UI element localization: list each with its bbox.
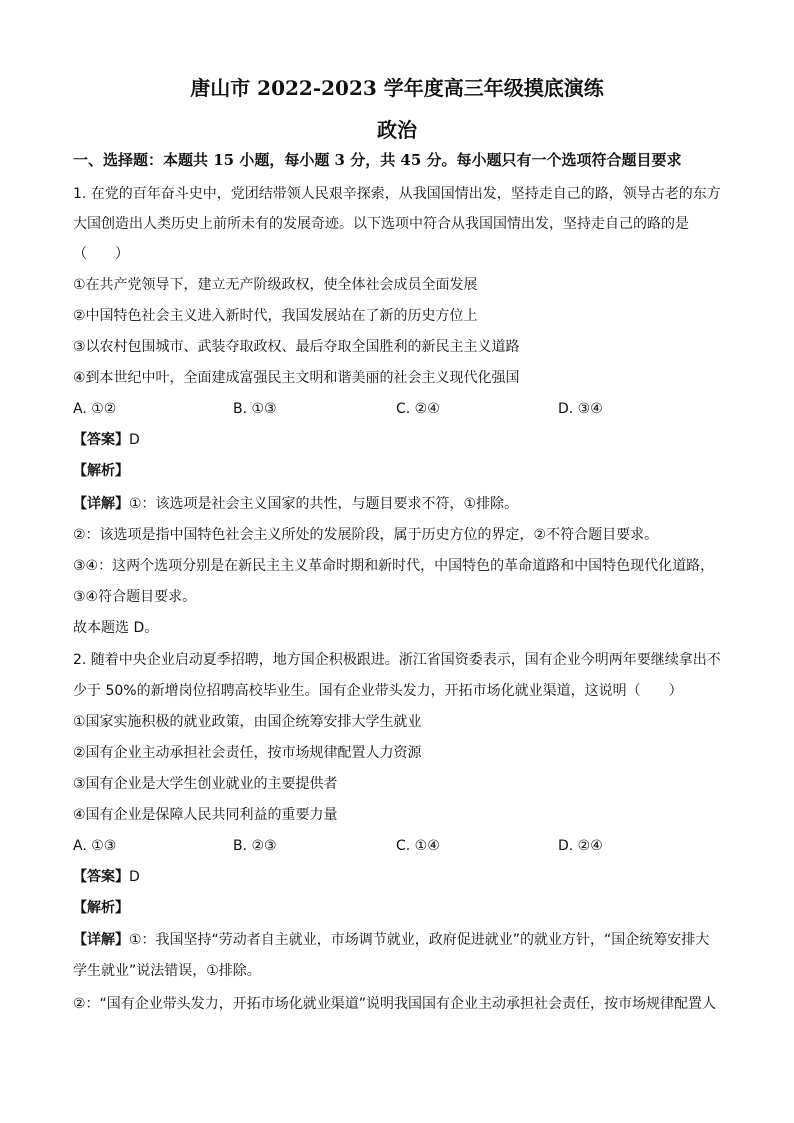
q2-option-c: C. ①④ xyxy=(396,838,440,854)
q1-answer: 【答案】D xyxy=(73,432,140,448)
q2-option-b: B. ②③ xyxy=(233,838,277,854)
q1-option-b: B. ①③ xyxy=(233,401,277,417)
q2-statement-3: ③国有企业是大学生创业就业的主要提供者 xyxy=(73,776,338,792)
q1-answer-blank: （ ） xyxy=(73,246,129,262)
q2-statement-2: ②国有企业主动承担社会责任，按市场规律配置人力资源 xyxy=(73,745,422,761)
bracket-label: 【答案】 xyxy=(73,869,129,885)
q1-stem-line-2: 大国创造出人类历史上前所未有的发展奇迹。以下选项中符合从我国国情出发，坚持走自己的路的是 xyxy=(73,216,689,232)
bracket-label: 【详解】 xyxy=(73,496,129,512)
bracket-label: 【答案】 xyxy=(73,432,129,448)
q2-detail-3: ②：“国有企业带头发力，开拓市场化就业渠道”说明我国国有企业主动承担社会责任，按市场规律配置人 xyxy=(73,996,717,1012)
q1-conclusion: 故本题选 D。 xyxy=(73,620,159,636)
q2-answer: 【答案】D xyxy=(73,869,140,885)
q1-statement-1: ①在共产党领导下，建立无产阶级政权，使全体社会成员全面发展 xyxy=(73,277,478,293)
q2-stem-line-2: 少于 50%的新增岗位招聘高校毕业生。国有企业带头发力，开拓市场化就业渠道，这说明（ ） xyxy=(73,683,683,699)
q2-option-a: A. ①③ xyxy=(73,838,117,854)
q2-statement-1: ①国家实施积极的就业政策，由国企统筹安排大学生就业 xyxy=(73,714,422,730)
bracket-label: 【解析】 xyxy=(73,900,129,916)
q1-option-d: D. ③④ xyxy=(558,401,603,417)
q1-detail-3: ③④：这两个选项分别是在新民主主义革命时期和新时代，中国特色的革命道路和中国特色现代化道路， xyxy=(73,558,715,574)
q1-statement-2: ②中国特色社会主义进入新时代，我国发展站在了新的历史方位上 xyxy=(73,308,478,324)
q1-option-c: C. ②④ xyxy=(396,401,440,417)
q1-detail-1: 【详解】①：该选项是社会主义国家的共性，与题目要求不符，①排除。 xyxy=(73,496,519,512)
q1-statement-4: ④到本世纪中叶，全面建成富强民主文明和谐美丽的社会主义现代化强国 xyxy=(73,370,520,386)
q1-option-a: A. ①② xyxy=(73,401,117,417)
q2-detail-2: 学生就业”说法错误，①排除。 xyxy=(73,963,261,979)
q1-stem-line-1: 1. 在党的百年奋斗史中，党团结带领人民艰辛探索，从我国国情出发，坚持走自己的路，领导古老的东方 xyxy=(73,186,721,202)
subject-title: 政治 xyxy=(377,118,417,142)
q2-statement-4: ④国有企业是保障人民共同利益的重要力量 xyxy=(73,807,338,823)
q1-analysis-label xyxy=(73,461,723,481)
q1-detail-2: ②：该选项是指中国特色社会主义所处的发展阶段，属于历史方位的界定，②不符合题目要求。 xyxy=(73,527,659,543)
bracket-label: 【解析】 xyxy=(73,463,129,479)
section-heading: 一、选择题：本题共 15 小题，每小题 3 分，共 45 分。每小题只有一个选项符合题目要求 xyxy=(73,151,682,169)
exam-title: 唐山市 2022-2023 学年度高三年级摸底演练 xyxy=(190,76,604,100)
q2-detail-1: 【详解】①：我国坚持“劳动者自主就业，市场调节就业，政府促进就业”的就业方针，“国企统筹安排大 xyxy=(73,932,710,948)
q2-stem-line-1: 2. 随着中央企业启动夏季招聘，地方国企积极跟进。浙江省国资委表示，国有企业今明两年要继续拿出不 xyxy=(73,652,721,668)
q2-option-d: D. ②④ xyxy=(558,838,603,854)
q2-analysis-label xyxy=(73,898,723,918)
bracket-label: 【详解】 xyxy=(73,932,129,948)
q1-detail-4: ③④符合题目要求。 xyxy=(73,589,197,605)
q1-statement-3: ③以农村包围城市、武装夺取政权、最后夺取全国胜利的新民主主义道路 xyxy=(73,339,520,355)
